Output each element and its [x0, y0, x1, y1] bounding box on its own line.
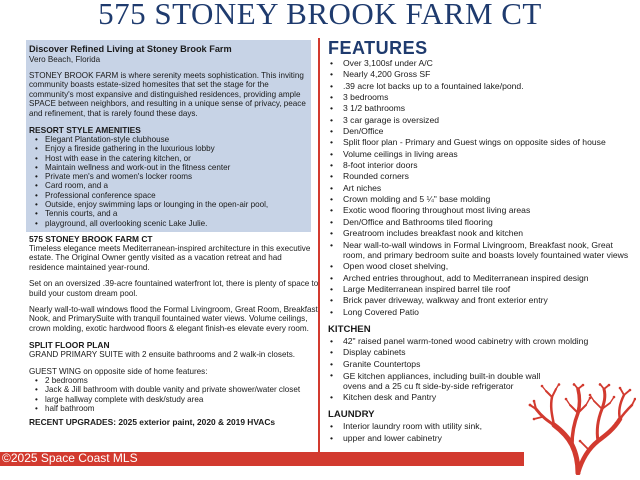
kitchen-heading: KITCHEN: [328, 324, 371, 336]
features-heading: FEATURES: [328, 38, 428, 58]
property-heading: 575 STONEY BROOK FARM CT: [29, 234, 153, 244]
list-item: • Near wall-to-wall windows in Formal Livingroom, Breakfast nook, Great room, and primary bedroom suite and boasts lovely fountained water views: [343, 240, 633, 262]
list-item: • Exotic wood flooring throughout most living areas: [343, 205, 633, 216]
list-item: • Large Mediterranean inspired barrel tile roof: [343, 284, 633, 295]
intro-body: [29, 71, 308, 118]
list-item: • 42" raised panel warm-toned wood cabinetry with crown molding: [343, 336, 633, 347]
list-item: • Display cabinets: [343, 347, 633, 358]
list-item: • Tennis courts, and a: [45, 209, 308, 218]
intro-text: is where serenity meets sophistication. This inviting community boasts estate-sized homesites that set the stage for the community's most expansive and distinguished residences, providing ample SPACE between neighbors, and resulting in a unique sense of privacy, peace and refinement, that is rarely found these days.: [29, 70, 306, 118]
coral-icon: [528, 383, 636, 475]
list-item: • 3 car garage is oversized: [343, 115, 633, 126]
list-item: • upper and lower cabinetry: [343, 433, 633, 444]
list-item: • Arched entries throughout, add to Mediterranean inspired design: [343, 273, 633, 284]
list-item: • Brick paver driveway, walkway and front exterior entry: [343, 295, 633, 306]
list-item: • Interior laundry room with utility sink,: [343, 421, 633, 432]
list-item: • 3 1/2 bathrooms: [343, 103, 633, 114]
property-description: [29, 234, 319, 427]
list-item: • Jack & Jill bathroom with double vanity and private shower/water closet: [45, 385, 319, 394]
list-item: • Long Covered Patio: [343, 307, 633, 318]
list-item: • Outside, enjoy swimming laps or lounging in the open-air pool,: [45, 200, 308, 209]
features-list: [328, 58, 633, 318]
list-item: • Volume ceilings in living areas: [343, 149, 633, 160]
list-item: • Den/Office and Bathrooms tiled flooring: [343, 217, 633, 228]
list-item: • Elegant Plantation-style clubhouse: [45, 135, 308, 144]
intro-heading: Discover Refined Living at Stoney Brook Farm: [29, 44, 232, 54]
guest-list: [29, 376, 319, 413]
list-item: • Enjoy a fireside gathering in the luxurious lobby: [45, 144, 308, 153]
list-item: • large hallway complete with desk/study area: [45, 395, 319, 404]
list-item: • Crown molding and 5 ¼" base molding: [343, 194, 633, 205]
laundry-heading: LAUNDRY: [328, 409, 375, 421]
copyright-text: ©2025 Space Coast MLS: [2, 451, 138, 465]
split-text: GRAND PRIMARY SUITE with 2 ensuite bathrooms and 2 walk-in closets.: [29, 350, 295, 360]
intro-location: Vero Beach, Florida: [29, 54, 101, 64]
amenities-heading: RESORT STYLE AMENITIES: [29, 124, 141, 135]
property-paragraph: Nearly wall-to-wall windows flood the Formal Livingroom, Great Room, Breakfast Nook, and PrimarySuite with tranquil fountained water views. Volume ceilings, crown molding, exotic hardwood floors & elegant finish-es elevate every room.: [29, 305, 318, 333]
list-item: • 3 bedrooms: [343, 92, 633, 103]
list-item: • Professional conference space: [45, 191, 308, 200]
list-item: • GE kitchen appliances, including built-in double wall ovens and a 25 cu ft side-by-side refrigerator: [343, 370, 633, 392]
intro-lead: STONEY BROOK FARM: [29, 70, 119, 80]
list-item: • .39 acre lot backs up to a fountained lake/pond.: [343, 81, 633, 92]
list-item: • Art niches: [343, 183, 633, 194]
list-item: • Nearly 4,200 Gross SF: [343, 69, 633, 80]
property-paragraph: Timeless elegance meets Mediterranean-inspired architecture in this executive estate. The Original Owner gently visited as a vacation retreat and had residence maintained year-round.: [29, 244, 311, 272]
list-item: • Card room, and a: [45, 181, 308, 190]
list-item: • Granite Countertops: [343, 359, 633, 370]
list-item: • Greatroom includes breakfast nook and kitchen: [343, 228, 633, 239]
page-title: 575 STONEY BROOK FARM CT: [98, 0, 542, 31]
list-item: • Over 3,100sf under A/C: [343, 58, 633, 69]
property-paragraph: Set on an oversized .39-acre fountained waterfront lot, there is plenty of space to build your custom dream pool.: [29, 279, 319, 298]
list-item: • Den/Office: [343, 126, 633, 137]
list-item: • Rounded corners: [343, 171, 633, 182]
list-item: • Kitchen desk and Pantry: [343, 392, 633, 403]
list-item: • Split floor plan - Primary and Guest wings on opposite sides of house: [343, 137, 633, 148]
list-item: • 2 bedrooms: [45, 376, 319, 385]
upgrades-text: RECENT UPGRADES: 2025 exterior paint, 2020 & 2019 HVACs: [29, 417, 276, 428]
list-item: • Private men's and women's locker rooms: [45, 172, 308, 181]
amenities-list: [29, 135, 308, 228]
list-item: • playground, all overlooking scenic Lake Julie.: [45, 219, 308, 228]
list-item: • Maintain wellness and work-out in the fitness center: [45, 163, 308, 172]
list-item: • 8-foot interior doors: [343, 160, 633, 171]
list-item: • Open wood closet shelving,: [343, 261, 633, 272]
guest-intro: GUEST WING on opposite side of home features:: [29, 366, 208, 376]
list-item: • Host with ease in the catering kitchen, or: [45, 154, 308, 163]
split-heading: SPLIT FLOOR PLAN: [29, 340, 110, 351]
list-item: • half bathroom: [45, 404, 319, 413]
intro-panel: [26, 40, 311, 232]
column-divider: [318, 38, 320, 454]
